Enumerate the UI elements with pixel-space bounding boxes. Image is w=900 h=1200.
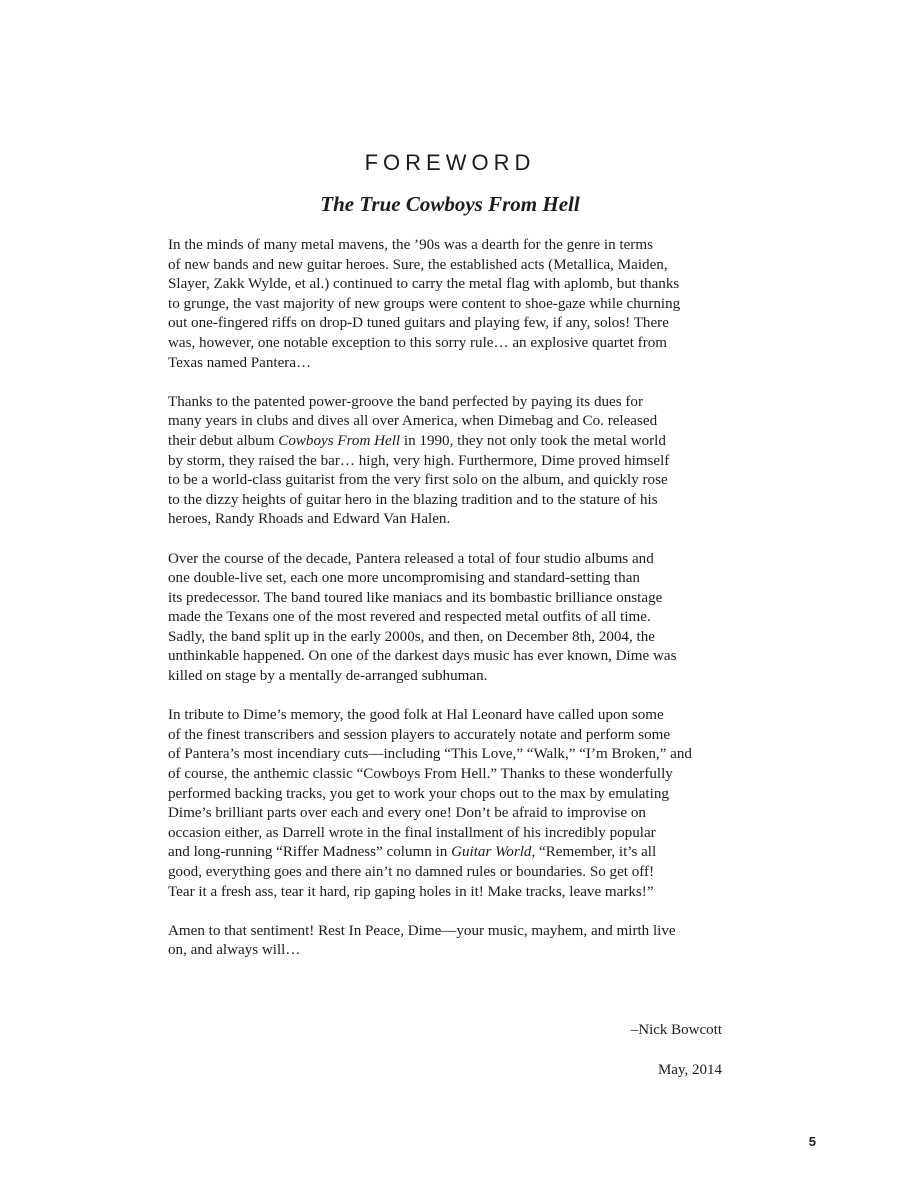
text-segment: was, however, one notable exception to this sorry rule… an explosive quartet from: [168, 334, 668, 351]
text-segment: Amen to that sentiment! Rest In Peace, Dime—your music, mayhem, and mirth live: [168, 922, 676, 939]
text-line: [168, 550, 738, 570]
text-line: [168, 628, 738, 648]
page-heading: FOREWORD: [364, 150, 536, 175]
text-segment: Sadly, the band split up in the early 2000s, and then, on December 8th, 2004, the: [168, 628, 655, 645]
text-line: [168, 843, 738, 863]
text-segment: heroes, Randy Rhoads and Edward Van Halen.: [168, 511, 451, 528]
text-segment: Thanks to the patented power-groove the band perfected by paying its dues for: [168, 393, 643, 410]
text-line: [168, 941, 738, 961]
text-line: [168, 569, 738, 589]
text-segment: In tribute to Dime’s memory, the good folk at Hal Leonard have called upon some: [168, 707, 664, 724]
text-line: [168, 256, 738, 276]
text-line: [168, 295, 738, 315]
text-segment: of new bands and new guitar heroes. Sure, the established acts (Metallica, Maiden,: [168, 256, 668, 273]
text-segment: killed on stage by a mentally de-arranged subhuman.: [168, 668, 488, 685]
text-line: [168, 785, 738, 805]
text-line: [168, 275, 738, 295]
text-segment: “Remember, it’s all: [535, 844, 657, 861]
foreword-paragraph: [168, 706, 738, 902]
text-segment: Texas named Pantera…: [168, 354, 312, 371]
text-segment: of course, the anthemic classic “Cowboys From Hell.” Thanks to these wonderfully: [168, 766, 673, 783]
page-subtitle: The True Cowboys From Hell: [320, 192, 580, 216]
text-line: [168, 471, 738, 491]
text-line: [168, 236, 738, 256]
text-line: [168, 647, 738, 667]
text-line: [168, 412, 738, 432]
text-line: [168, 706, 738, 726]
text-line: [168, 608, 738, 628]
text-segment: its predecessor. The band toured like maniacs and its bombastic brilliance onstage: [168, 589, 663, 606]
text-segment: out one-fingered riffs on drop-D tuned guitars and playing few, if any, solos! There: [168, 315, 669, 332]
text-line: [168, 452, 738, 472]
text-line: [168, 726, 738, 746]
text-segment: to be a world-class guitarist from the very first solo on the album, and quickly rose: [168, 472, 668, 489]
text-segment: of Pantera’s most incendiary cuts—including “This Love,” “Walk,” “I’m Broken,” and: [168, 746, 692, 763]
text-line: [168, 491, 738, 511]
text-segment: by storm, they raised the bar… high, very high. Furthermore, Dime proved himself: [168, 452, 670, 469]
text-segment: unthinkable happened. On one of the darkest days music has ever known, Dime was: [168, 648, 677, 665]
text-line: [168, 393, 738, 413]
text-segment: their debut album: [168, 432, 279, 449]
text-segment: of the finest transcribers and session players to accurately notate and perform some: [168, 726, 671, 743]
text-segment: made the Texans one of the most revered and respected metal outfits of all time.: [168, 609, 651, 626]
text-line: [168, 510, 738, 530]
foreword-paragraph: [168, 550, 738, 687]
foreword-paragraph: [168, 393, 738, 530]
text-line: [168, 883, 738, 903]
text-line: [168, 667, 738, 687]
text-segment: in 1990, they not only took the metal world: [400, 432, 666, 449]
text-segment: good, everything goes and there ain’t no damned rules or boundaries. So get off!: [168, 864, 655, 880]
text-line: [168, 432, 738, 452]
text-segment: to the dizzy heights of guitar hero in the blazing tradition and to the stature of his: [168, 491, 658, 508]
text-segment: to grunge, the vast majority of new groups were content to shoe-gaze while churning: [168, 295, 681, 312]
text-segment: Dime’s brilliant parts over each and every one! Don’t be afraid to improvise on: [168, 805, 646, 822]
italic-title: Cowboys From Hell: [278, 432, 401, 449]
page-number: 5: [808, 1134, 816, 1149]
text-segment: occasion either, as Darrell wrote in the final installment of his incredibly popular: [168, 824, 656, 841]
text-segment: performed backing tracks, you get to work your chops out to the max by emulating: [168, 785, 669, 802]
text-line: [168, 824, 738, 844]
text-line: [168, 922, 738, 942]
text-line: [168, 765, 738, 785]
text-line: [168, 314, 738, 334]
text-line: [168, 863, 738, 883]
foreword-paragraph: [168, 236, 738, 373]
text-line: [168, 589, 738, 609]
signature-date: May, 2014: [657, 1062, 722, 1078]
text-segment: Slayer, Zakk Wylde, et al.) continued to carry the metal flag with aplomb, but thanks: [168, 276, 680, 293]
text-line: [168, 745, 738, 765]
text-line: [168, 804, 738, 824]
text-segment: many years in clubs and dives all over America, when Dimebag and Co. released: [168, 413, 658, 430]
author-signature: –Nick Bowcott: [630, 1022, 722, 1038]
text-segment: one double-live set, each one more uncompromising and standard-setting than: [168, 570, 640, 587]
text-segment: Over the course of the decade, Pantera released a total of four studio albums and: [168, 550, 654, 567]
text-segment: on, and always will…: [168, 942, 301, 959]
foreword-body: [168, 236, 738, 981]
text-segment: Tear it a fresh ass, tear it hard, rip gaping holes in it! Make tracks, leave marks!”: [168, 883, 654, 900]
text-line: [168, 334, 738, 354]
italic-title: Guitar World,: [451, 844, 536, 861]
text-segment: and long-running “Riffer Madness” column in: [168, 844, 452, 861]
text-line: [168, 354, 738, 374]
foreword-paragraph: [168, 922, 738, 961]
text-segment: In the minds of many metal mavens, the ’90s was a dearth for the genre in terms: [168, 237, 653, 253]
